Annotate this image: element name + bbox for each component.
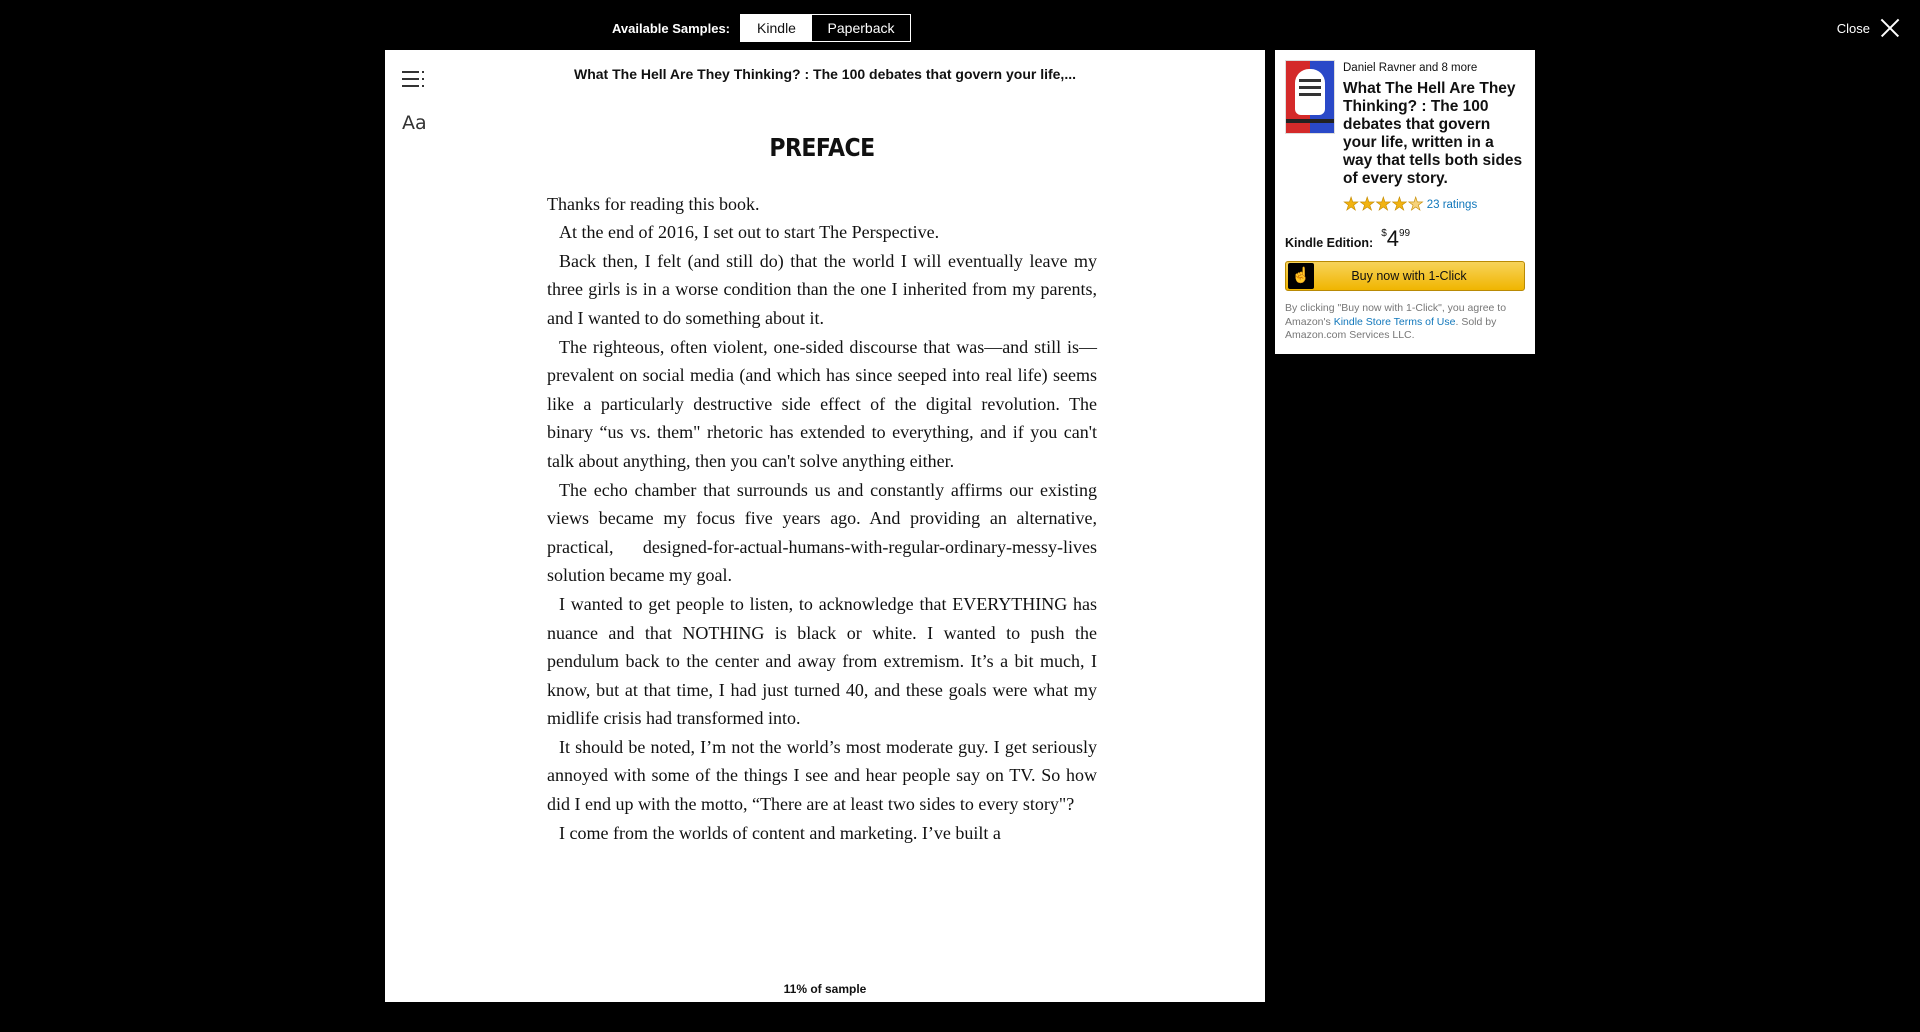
- available-samples-label: Available Samples:: [612, 20, 731, 36]
- font-settings-icon[interactable]: Aa: [402, 112, 427, 134]
- buy-panel: [1275, 50, 1535, 354]
- paragraph: The righteous, often violent, one-sided discourse that was—and still is—prevalent on social media (and which has since seeped into real life) seems like a particularly destructive side effect of the digital revolution. The binary “us vs. them" rhetoric has extended to everything, and if you can't talk about anything, then you can't solve anything either.: [547, 336, 1097, 471]
- page-content: [547, 135, 1097, 847]
- star-rating: [1343, 195, 1424, 215]
- close-label[interactable]: Close: [1836, 20, 1870, 36]
- paragraph: The echo chamber that surrounds us and constantly affirms our existing views became my focus five years ago. And providing an alternative, practical, designed-for-actual-humans-with-regular-ordinary-messy-lives solution became my goal.: [547, 479, 1097, 586]
- half-star-icon: ★: [1407, 194, 1424, 214]
- book-cover-image[interactable]: [1285, 60, 1335, 134]
- chapter-heading: PREFACE: [769, 134, 875, 163]
- close-button[interactable]: [1837, 16, 1900, 40]
- one-click-hand-icon: ☝: [1288, 263, 1314, 289]
- paragraph: Back then, I felt (and still do) that the world I will eventually leave my three girls is in a worse condition than the one I inherited from my parents, and I wanted to do something about it.: [547, 250, 1097, 328]
- product-title[interactable]: What The Hell Are They Thinking? : The 100 debates that govern your life, written in a way that tells both sides of every story.: [1343, 80, 1523, 187]
- edition-label: Kindle Edition:: [1285, 236, 1374, 250]
- sample-format-toggle: [740, 14, 911, 42]
- star-icon: ★: [1375, 194, 1392, 214]
- paragraph: I wanted to get people to listen, to acknowledge that EVERYTHING has nuance and that NOTHING is black or white. I wanted to push the pendulum back to the center and away from extremism. It’s a bit much, I know, but at that time, I had just turned 40, and these goals were what my midlife crisis had transformed into.: [547, 593, 1097, 729]
- paragraph: It should be noted, I’m not the world’s most moderate guy. I get seriously annoyed with some of the things I see and hear people say on TV. So how did I end up with the motto, “There are at least two sides to every story"?: [547, 736, 1097, 815]
- paragraph: At the end of 2016, I set out to start The Perspective.: [559, 222, 940, 243]
- rating-row: [1343, 195, 1527, 215]
- price-whole: 4: [1386, 226, 1399, 251]
- reader-page: [385, 50, 1265, 1002]
- star-icon: ★: [1343, 194, 1360, 214]
- available-samples-bar: [612, 14, 911, 42]
- legal-suffix: . Sold by Amazon.com Services LLC.: [1285, 315, 1497, 341]
- buy-now-button[interactable]: [1285, 261, 1525, 291]
- star-icon: ★: [1359, 194, 1376, 214]
- sample-progress: 11% of sample: [783, 982, 867, 996]
- tab-paperback[interactable]: Paperback: [812, 15, 910, 41]
- terms-of-use-link[interactable]: Kindle Store Terms of Use: [1333, 315, 1456, 328]
- price-fraction: 99: [1399, 228, 1411, 239]
- paragraph: Thanks for reading this book.: [547, 193, 760, 214]
- price: [1381, 228, 1410, 250]
- book-title-header: What The Hell Are They Thinking? : The 100 debates that govern your life,...: [573, 66, 1076, 82]
- price-currency: $: [1381, 228, 1387, 239]
- paragraph: I come from the worlds of content and marketing. I’ve built a: [559, 822, 1001, 843]
- legal-text: [1285, 302, 1525, 343]
- star-icon: ★: [1391, 194, 1408, 214]
- close-icon[interactable]: [1880, 18, 1900, 38]
- author-name: Daniel Ravner and 8 more: [1343, 62, 1478, 74]
- buy-now-label: Buy now with 1-Click: [1351, 269, 1467, 283]
- ratings-count-link[interactable]: 23 ratings: [1426, 199, 1478, 211]
- edition-price-row: [1285, 228, 1410, 250]
- legal-prefix: By clicking "Buy now with 1-Click", you agree to Amazon's: [1285, 302, 1507, 328]
- tab-kindle[interactable]: Kindle: [741, 15, 812, 41]
